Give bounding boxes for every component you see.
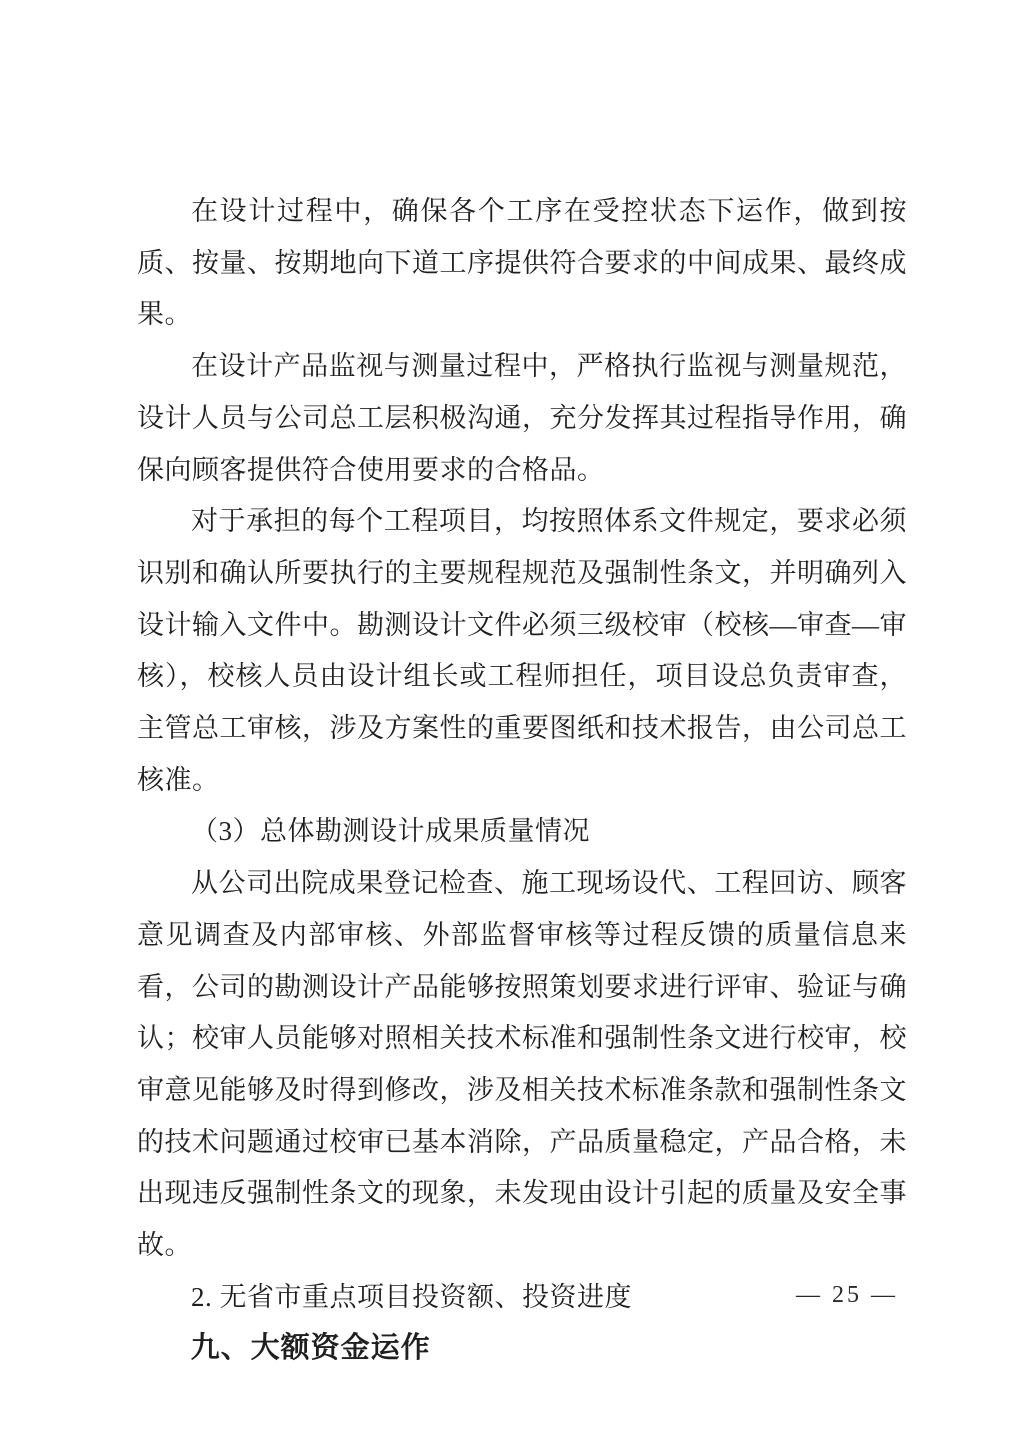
document-body — [137, 186, 907, 1375]
list-item-no-key-projects: 2. 无省市重点项目投资额、投资进度 — [191, 1281, 632, 1312]
page-number: — 25 — — [796, 1282, 898, 1308]
paragraph-subtitle-quality: （3）总体勘测设计成果质量情况 — [191, 816, 590, 847]
paragraph-design-process: 在设计过程中，确保各个工序在受控状态下运作，做到按质、按量、按期地向下道工序提供符合要求的中间成果、最终成果。 — [137, 196, 907, 330]
paragraph-quality-feedback: 从公司出院成果登记检查、施工现场设代、工程回访、顾客意见调查及内部审核、外部监督审核等过程反馈的质量信息来看，公司的勘测设计产品能够按照策划要求进行评审、验证与确认；校审人员能够对照相关技术标准和强制性条文进行校审，校审意见能够及时得到修改，涉及相关技术标准条款和强制性条文的技术问题通过校审已基本消除，产品质量稳定，产品合格，未出现违反强制性条文的现象，未发现由设计引起的质量及安全事故。 — [137, 868, 907, 1261]
section-heading-large-funds: 九、大额资金运作 — [190, 1332, 431, 1365]
paragraph-product-monitoring: 在设计产品监视与测量过程中，严格执行监视与测量规范，设计人员与公司总工层积极沟通，充分发挥其过程指导作用，确保向顾客提供符合使用要求的合格品。 — [137, 351, 907, 485]
paragraph-project-review: 对于承担的每个工程项目，均按照体系文件规定，要求必须识别和确认所要执行的主要规程规范及强制性条文，并明确列入设计输入文件中。勘测设计文件必须三级校审（校核—审查—审核），校核人员由设计组长或工程师担任，项目设总负责审查，主管总工审核，涉及方案性的重要图纸和技术报告，由公司总工核准。 — [137, 506, 907, 795]
